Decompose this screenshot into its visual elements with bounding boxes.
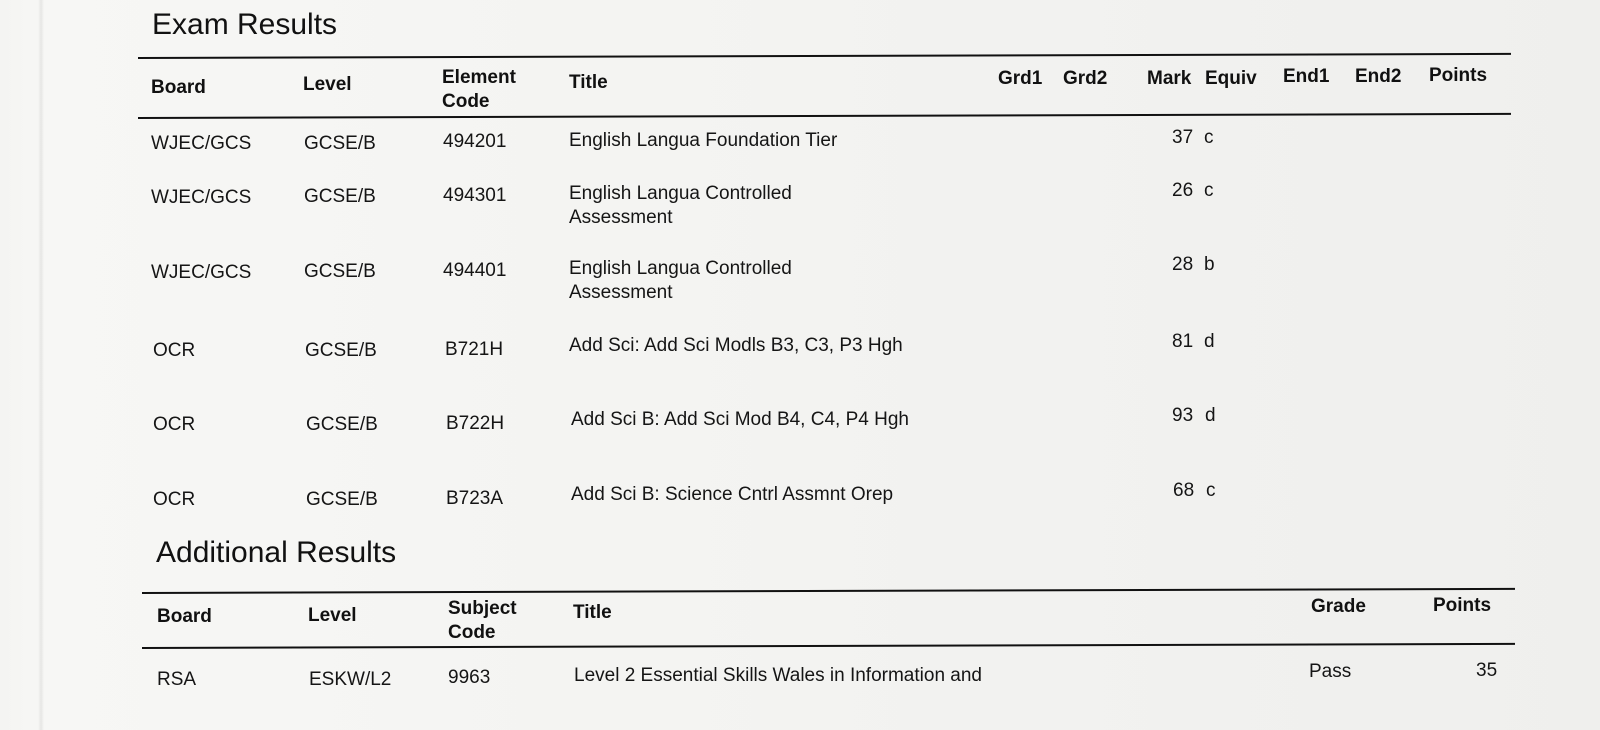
row-board: OCR (153, 414, 196, 435)
row-mark: 37 (1172, 127, 1194, 148)
row-mark: 93 (1172, 405, 1194, 426)
header-board: Board (151, 77, 206, 98)
header-points: Points (1429, 65, 1488, 86)
row-subject-code: 9963 (448, 667, 491, 688)
row-mark: 81 (1172, 331, 1194, 352)
row-level: GCSE/B (306, 414, 378, 435)
row-equiv: c (1204, 180, 1214, 201)
page-edge (38, 0, 44, 730)
header-title: Title (573, 602, 612, 623)
row-title: Level 2 Essential Skills Wales in Information and (574, 665, 982, 686)
header-points: Points (1433, 595, 1492, 616)
row-grade: Pass (1309, 661, 1352, 682)
header-end1: End1 (1283, 66, 1330, 87)
row-level: GCSE/B (304, 186, 376, 207)
exam-results-title: Exam Results (152, 8, 338, 41)
header-grd1: Grd1 (998, 68, 1043, 89)
header-equiv: Equiv (1205, 68, 1257, 89)
row-points: 35 (1476, 660, 1498, 681)
row-equiv: d (1204, 331, 1215, 352)
row-element-code: 494301 (443, 185, 507, 206)
header-grade: Grade (1311, 596, 1366, 617)
row-board: OCR (153, 340, 196, 361)
row-level: GCSE/B (305, 340, 377, 361)
row-title: Add Sci: Add Sci Modls B3, C3, P3 Hgh (569, 335, 903, 356)
row-mark: 28 (1172, 254, 1194, 275)
row-mark: 26 (1172, 180, 1194, 201)
row-element-code: B722H (446, 413, 505, 434)
row-board: OCR (153, 489, 196, 510)
header-grd2: Grd2 (1063, 68, 1108, 89)
row-level: GCSE/B (304, 261, 376, 282)
row-board: WJEC/GCS (151, 133, 252, 154)
row-title: English Langua Foundation Tier (569, 130, 838, 151)
row-level: ESKW/L2 (309, 669, 392, 690)
row-mark: 68 (1173, 480, 1195, 501)
row-title: Add Sci B: Science Cntrl Assmnt Orep (571, 484, 894, 505)
row-board: WJEC/GCS (151, 262, 252, 283)
row-equiv: b (1204, 254, 1215, 275)
row-board: RSA (157, 669, 197, 690)
row-element-code: 494401 (443, 260, 507, 281)
header-subject-code: Subject Code (448, 598, 517, 643)
row-equiv: c (1204, 127, 1214, 148)
row-title: Add Sci B: Add Sci Mod B4, C4, P4 Hgh (571, 409, 909, 430)
row-element-code: B721H (445, 339, 504, 360)
additional-results-title: Additional Results (156, 536, 397, 569)
row-equiv: d (1205, 405, 1216, 426)
row-equiv: c (1206, 480, 1216, 501)
header-board: Board (157, 606, 212, 627)
row-title: English Langua Controlled Assessment (569, 258, 792, 303)
header-element-code: Element Code (442, 67, 516, 112)
row-level: GCSE/B (306, 489, 378, 510)
header-level: Level (308, 605, 357, 626)
header-title: Title (569, 72, 608, 93)
row-element-code: 494201 (443, 131, 507, 152)
row-title: English Langua Controlled Assessment (569, 183, 792, 228)
row-board: WJEC/GCS (151, 187, 252, 208)
header-mark: Mark (1147, 68, 1192, 89)
row-element-code: B723A (446, 488, 504, 509)
row-level: GCSE/B (304, 133, 376, 154)
header-level: Level (303, 74, 352, 95)
header-end2: End2 (1355, 66, 1402, 87)
